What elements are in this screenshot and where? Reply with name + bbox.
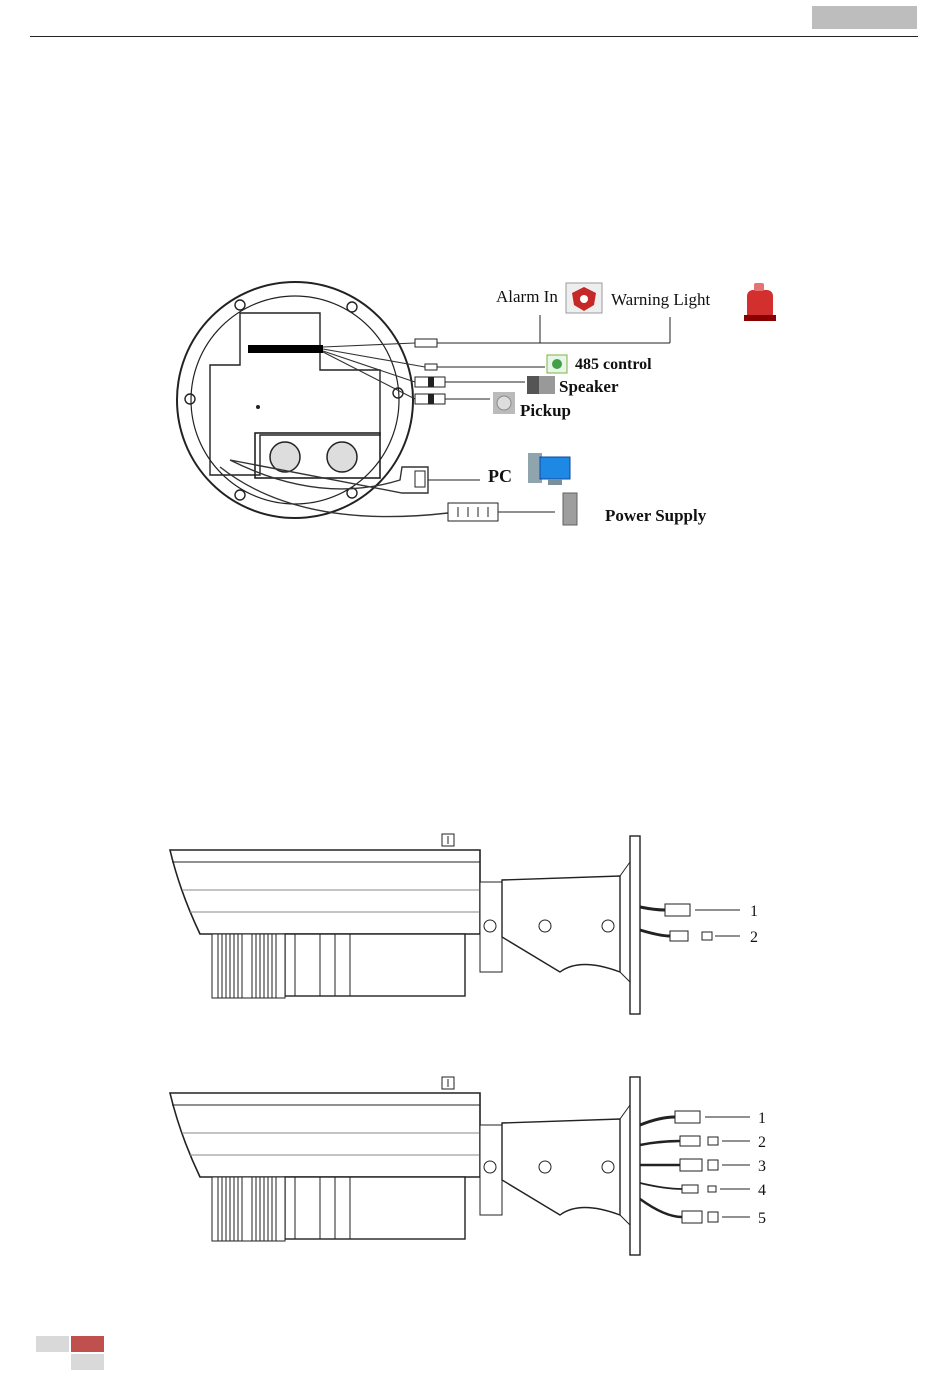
callout-2: 2 bbox=[750, 929, 758, 946]
camera-body bbox=[285, 934, 465, 996]
cable-1 bbox=[640, 1111, 750, 1125]
label-alarm-in: Alarm In bbox=[496, 287, 558, 306]
rs485-connector bbox=[425, 364, 545, 370]
alarm-connector bbox=[415, 315, 670, 347]
cable-2 bbox=[640, 1136, 750, 1146]
sunshield bbox=[170, 1093, 480, 1177]
cable-bundle bbox=[248, 345, 323, 353]
power-connector bbox=[448, 503, 498, 521]
audio-in-connector bbox=[415, 394, 490, 404]
wall-plate bbox=[630, 836, 640, 1014]
cable-3 bbox=[640, 1159, 750, 1171]
header-tab bbox=[812, 6, 917, 29]
label-pc: PC bbox=[488, 466, 512, 486]
label-power-supply: Power Supply bbox=[605, 506, 707, 525]
ir-led-right bbox=[327, 442, 357, 472]
camera-body bbox=[285, 1177, 465, 1239]
footer-block-red bbox=[71, 1336, 104, 1352]
cable-1 bbox=[640, 904, 740, 916]
callout-1: 1 bbox=[758, 1110, 766, 1127]
lens-ring bbox=[212, 1177, 285, 1241]
dome-base-outer bbox=[177, 282, 413, 518]
power-supply-icon bbox=[563, 493, 577, 525]
ir-led-left bbox=[270, 442, 300, 472]
cable-5 bbox=[640, 1199, 750, 1223]
bullet-camera-5-cables bbox=[160, 1075, 780, 1265]
callout-4: 4 bbox=[758, 1182, 766, 1199]
wall-plate bbox=[630, 1077, 640, 1255]
control-485-icon bbox=[547, 355, 567, 373]
callout-1: 1 bbox=[750, 903, 758, 920]
footer-block-gray-bottom bbox=[71, 1354, 104, 1370]
label-warning-light: Warning Light bbox=[611, 290, 711, 309]
label-485-control: 485 control bbox=[575, 356, 652, 373]
cable-4 bbox=[640, 1183, 750, 1193]
speaker-icon bbox=[527, 376, 555, 394]
callout-3: 3 bbox=[758, 1158, 766, 1175]
label-speaker: Speaker bbox=[559, 377, 619, 396]
lens-ring bbox=[212, 934, 285, 998]
pickup-icon bbox=[493, 392, 515, 414]
header-rule bbox=[30, 36, 918, 37]
label-pickup: Pickup bbox=[520, 401, 572, 420]
cable-2 bbox=[640, 930, 740, 941]
dome-wiring-diagram bbox=[170, 275, 790, 545]
bullet-camera-2-cables bbox=[160, 832, 780, 1022]
pc-icon bbox=[528, 453, 570, 485]
alarm-in-icon bbox=[566, 283, 602, 313]
footer-block-gray-left bbox=[36, 1336, 69, 1352]
warning-light-icon bbox=[744, 283, 776, 321]
audio-out-connector bbox=[415, 377, 525, 387]
sunshield bbox=[170, 850, 480, 934]
callout-2: 2 bbox=[758, 1134, 766, 1151]
callout-5: 5 bbox=[758, 1210, 766, 1227]
